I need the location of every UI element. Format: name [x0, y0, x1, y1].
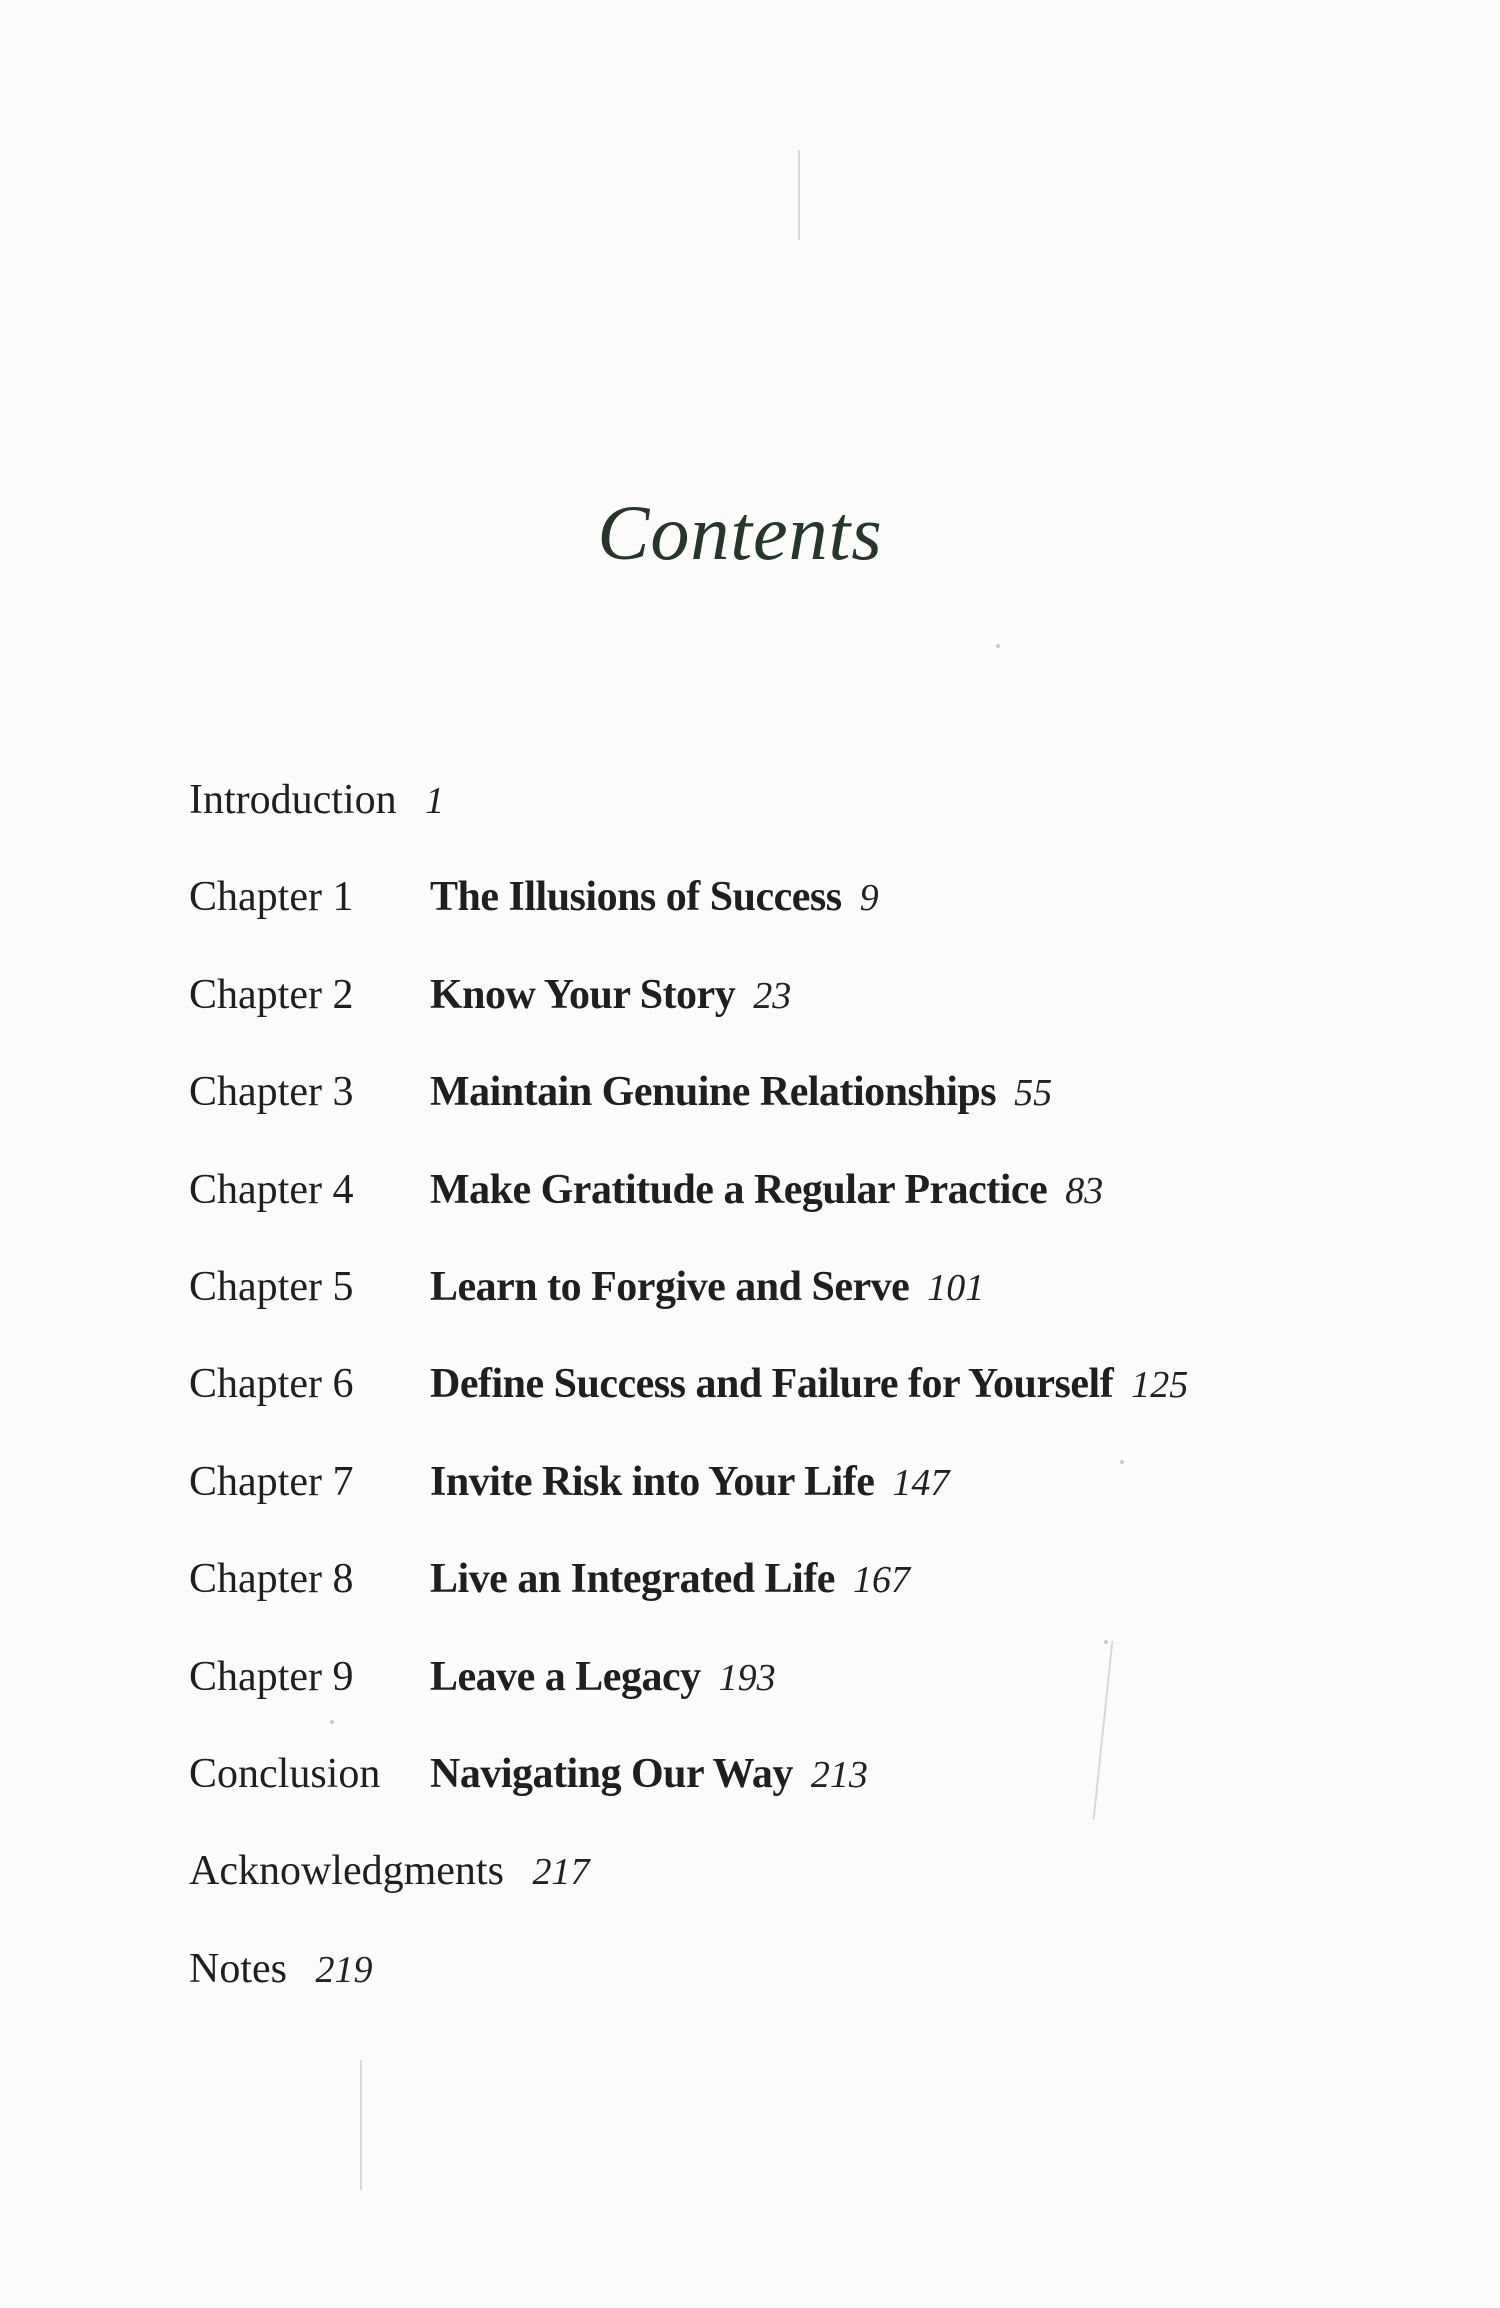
entry-label: Conclusion: [189, 1751, 381, 1797]
entry-label: Chapter 5: [189, 1264, 354, 1310]
entry-label: Introduction: [189, 777, 397, 823]
scan-mark: [1093, 1640, 1114, 1819]
toc-entry-chapter-3: [189, 1062, 1052, 1122]
scan-speck: [330, 1720, 334, 1724]
entry-page-number: 167: [852, 1559, 910, 1601]
toc-entry-introduction: [189, 770, 444, 830]
toc-entry-conclusion: [189, 1744, 868, 1804]
entry-label: Chapter 6: [189, 1361, 354, 1407]
entry-heading: Invite Risk into Your Life: [430, 1459, 875, 1505]
entry-page-number: 125: [1131, 1364, 1189, 1406]
page-title: Contents: [597, 489, 883, 576]
entry-page-number: 1: [425, 780, 445, 822]
entry-page-number: 9: [859, 877, 879, 919]
entry-page-number: 219: [315, 1949, 373, 1991]
entry-heading: Navigating Our Way: [430, 1751, 793, 1797]
entry-heading: Know Your Story: [430, 972, 736, 1018]
toc-entry-chapter-6: [189, 1354, 1188, 1414]
entry-label: Notes: [189, 1946, 287, 1992]
toc-entry-chapter-4: [189, 1160, 1103, 1220]
entry-heading: Learn to Forgive and Serve: [430, 1264, 910, 1310]
toc-entry-chapter-1: [189, 867, 879, 927]
toc-entry-chapter-8: [189, 1549, 910, 1609]
entry-label: Acknowledgments: [189, 1848, 504, 1894]
entry-heading: Define Success and Failure for Yourself: [430, 1361, 1114, 1407]
toc-entry-chapter-7: [189, 1452, 949, 1512]
entry-page-number: 23: [753, 975, 792, 1017]
entry-heading: Make Gratitude a Regular Practice: [430, 1167, 1048, 1213]
entry-page-number: 193: [718, 1657, 776, 1699]
toc-entry-chapter-9: [189, 1647, 776, 1707]
entry-heading: Live an Integrated Life: [430, 1556, 835, 1602]
entry-page-number: 83: [1065, 1170, 1104, 1212]
scan-speck: [1120, 1460, 1124, 1464]
entry-heading: Maintain Genuine Relationships: [430, 1069, 997, 1115]
entry-label: Chapter 2: [189, 972, 354, 1018]
toc-entry-chapter-5: [189, 1257, 984, 1317]
scan-mark: [360, 2060, 362, 2190]
entry-label: Chapter 9: [189, 1654, 354, 1700]
entry-label: Chapter 3: [189, 1069, 354, 1115]
toc-entry-acknowledgments: [189, 1841, 589, 1901]
entry-heading: Leave a Legacy: [430, 1654, 701, 1700]
toc-entry-chapter-2: [189, 965, 791, 1025]
entry-page-number: 55: [1014, 1072, 1053, 1114]
entry-label: Chapter 1: [189, 874, 354, 920]
entry-label: Chapter 8: [189, 1556, 354, 1602]
entry-page-number: 147: [892, 1462, 950, 1504]
entry-page-number: 217: [532, 1851, 590, 1893]
entry-label: Chapter 7: [189, 1459, 354, 1505]
entry-page-number: 101: [927, 1267, 985, 1309]
entry-heading: The Illusions of Success: [430, 874, 842, 920]
toc-entry-notes: [189, 1939, 373, 1999]
entry-page-number: 213: [810, 1754, 868, 1796]
scan-mark: [798, 150, 800, 240]
scan-speck: [1104, 1640, 1108, 1644]
entry-label: Chapter 4: [189, 1167, 354, 1213]
scan-speck: [996, 644, 1000, 648]
